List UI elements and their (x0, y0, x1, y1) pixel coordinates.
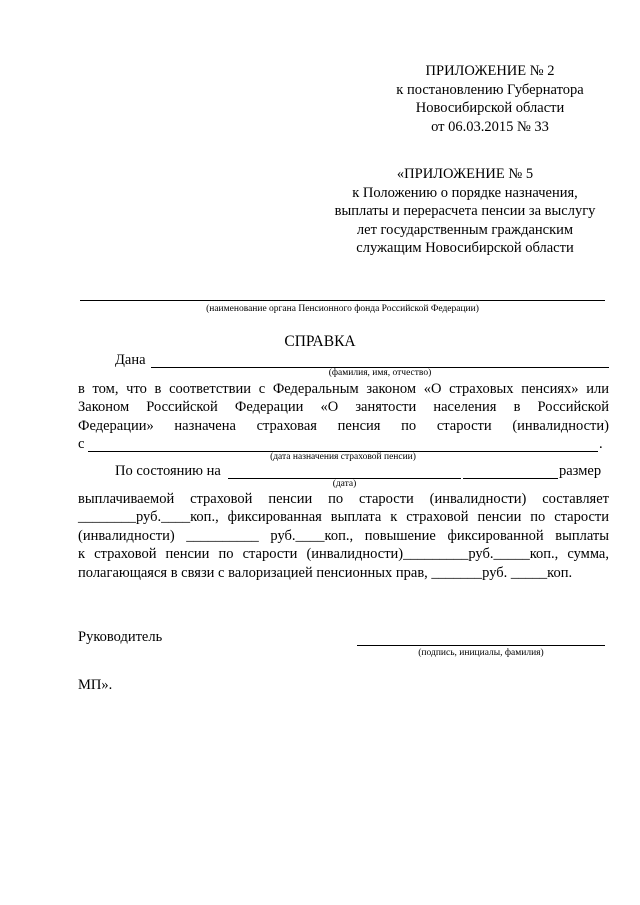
fio-caption: (фамилия, имя, отчество) (328, 368, 432, 378)
body2-line3: (инвалидности) __________ руб.____коп., повышение фиксированной выплаты (78, 528, 609, 544)
size-label: размер (559, 463, 602, 479)
body1-line4-end: . (599, 436, 603, 452)
body2-line5: полагающаяся в связи с валоризацией пенсионных прав, _______руб. _____коп. (78, 565, 573, 581)
assign-caption: (дата назначения страховой пенсии) (270, 452, 416, 462)
annex2-date: от 06.03.2015 № 33 (431, 118, 549, 135)
status-date-line-2 (463, 478, 558, 479)
annex5-line2: к Положению о порядке назначения, (352, 184, 578, 201)
body1-line1: в том, что в соответствии с Федеральным законом «О страховых пенсиях» или (78, 381, 609, 397)
signature-line (357, 645, 605, 646)
body2-line1: выплачиваемой страховой пенсии по старости (инвалидности) составляет (78, 491, 609, 507)
annex5-line5: служащим Новосибирской области (356, 240, 574, 256)
annex5-title: «ПРИЛОЖЕНИЕ № 5 (396, 166, 534, 182)
head-label: Руководитель (78, 629, 163, 645)
annex2-header (370, 62, 610, 136)
body1-line4-start: с (78, 436, 85, 452)
annex2-title: ПРИЛОЖЕНИЕ № 2 (425, 63, 555, 79)
annex5-header (320, 165, 610, 258)
annex5-line3: выплаты и перерасчета пенсии за выслугу (334, 203, 596, 219)
body1-line3: Федерации» назначена страховая пенсия по старости (инвалидности) (78, 418, 609, 434)
date-caption: (дата) (332, 479, 357, 489)
body2-line2: ________руб.____коп., фиксированная выплата к страховой пенсии по старости (78, 509, 609, 525)
body1-line2: Законом Российской Федерации «О занятости населения в Российской (78, 399, 609, 415)
document-title: СПРАВКА (284, 333, 356, 350)
annex2-ref: к постановлению Губернатора (396, 81, 584, 98)
annex2-region: Новосибирской области (415, 100, 565, 116)
status-label: По состоянию на (115, 463, 221, 479)
org-name-line (80, 300, 605, 301)
org-caption: (наименование органа Пенсионного фонда Российской Федерации) (206, 304, 479, 314)
annex5-line4: лет государственным гражданским (356, 221, 574, 238)
signature-caption: (подпись, инициалы, фамилия) (418, 648, 544, 658)
stamp-place: МП». (78, 677, 113, 693)
body2-line4: к страховой пенсии по старости (инвалидности)_________руб._____коп., сумма, (78, 546, 609, 562)
given-label: Дана (115, 352, 146, 368)
